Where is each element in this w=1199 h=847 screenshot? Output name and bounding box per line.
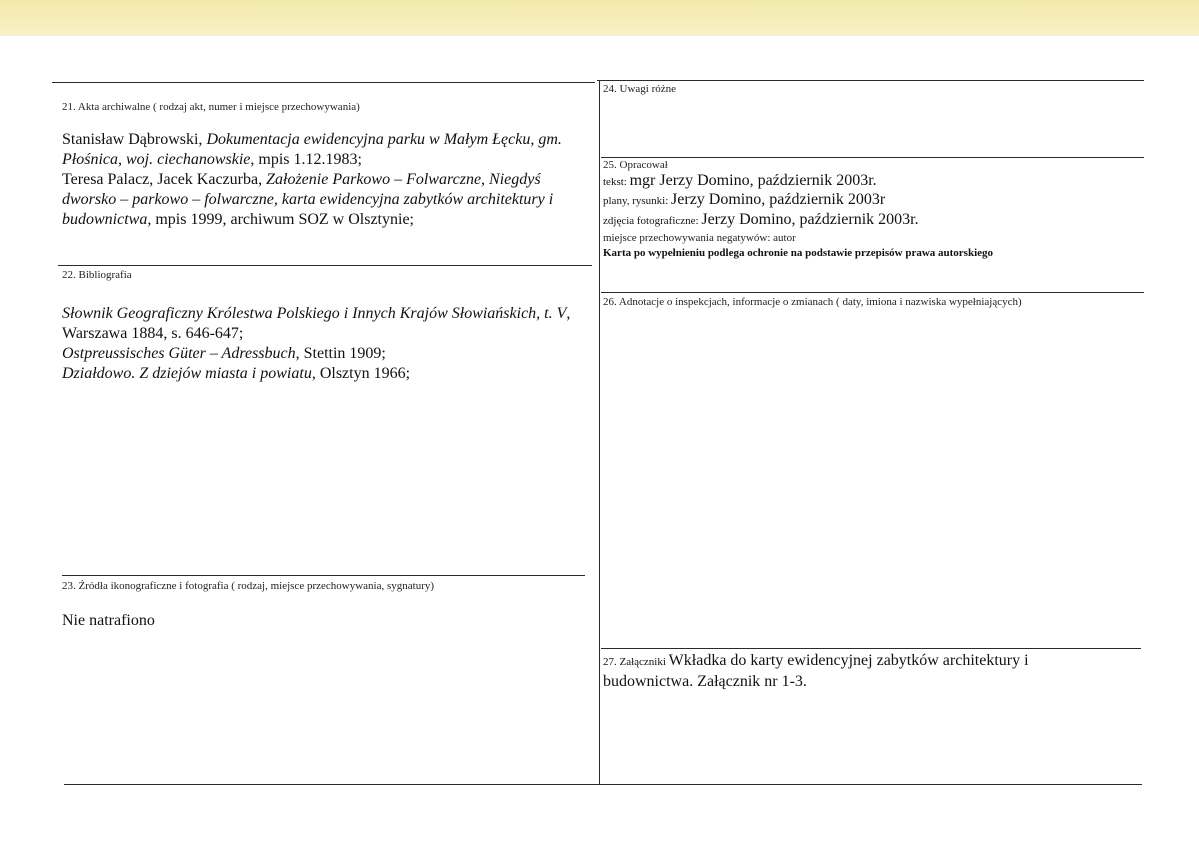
archive-entry-2 bbox=[62, 171, 553, 228]
scan-top-strip bbox=[0, 0, 1199, 36]
author-photos-label: zdjęcia fotograficzne: bbox=[603, 215, 702, 227]
divider-right-25 bbox=[601, 157, 1144, 158]
copyright-notice: Karta po wypełnieniu podlega ochronie na podstawie przepisów prawa autorskiego bbox=[603, 247, 994, 259]
section-24-label: 24. Uwagi różne bbox=[603, 83, 677, 95]
bibliography-entry-2 bbox=[62, 345, 386, 362]
section-26-label: 26. Adnotacje o inspekcjach, informacje o zmianach ( daty, imiona i nazwiska wypełniających) bbox=[603, 296, 1022, 308]
section-27-value-line2: budownictwa. Załącznik nr 1-3. bbox=[603, 673, 807, 690]
divider-vertical-center bbox=[599, 80, 600, 784]
archive-entry-2-details: mpis 1999, archiwum SOZ w Olsztynie; bbox=[151, 211, 414, 228]
divider-left-23 bbox=[62, 575, 585, 576]
archive-entry-1-title: Dokumentacja ewidencyjna parku w Małym Łęcku, gm. Płośnica, woj. ciechanowskie bbox=[62, 131, 562, 168]
section-27-value-line1: Wkładka do karty ewidencyjnej zabytków architektury i bbox=[668, 652, 1029, 669]
bibliography-entry-1-title: Słownik Geograficzny Królestwa Polskiego i Innych Krajów Słowiańskich, t. V bbox=[62, 305, 567, 322]
archive-entry-1 bbox=[62, 131, 562, 168]
bibliography-entry-3-details: , Olsztyn 1966; bbox=[311, 365, 411, 382]
bibliography-entry-2-details: , Stettin 1909; bbox=[295, 345, 386, 362]
negatives-storage: miejsce przechowywania negatywów: autor bbox=[603, 232, 796, 244]
section-21-content bbox=[62, 130, 592, 230]
author-plans-label: plany, rysunki: bbox=[603, 195, 672, 207]
author-plans-value: Jerzy Domino, październik 2003r bbox=[671, 191, 886, 208]
archive-entry-1-details: , mpis 1.12.1983; bbox=[250, 151, 362, 168]
archive-entry-1-author: Stanisław Dąbrowski, bbox=[62, 131, 207, 148]
section-23-label: 23. Źródła ikonograficzne i fotografia ( rodzaj, miejsce przechowywania, sygnatury) bbox=[62, 580, 435, 592]
author-text-label: tekst: bbox=[603, 176, 630, 188]
bibliography-entry-1 bbox=[62, 305, 570, 342]
section-22-label: 22. Bibliografia bbox=[62, 269, 132, 281]
section-27-label: 27. Załączniki bbox=[603, 656, 669, 668]
author-photos-value: Jerzy Domino, październik 2003r. bbox=[701, 211, 919, 228]
section-25-label: 25. Opracował bbox=[603, 159, 668, 171]
section-27-content bbox=[603, 651, 1133, 692]
divider-right-26 bbox=[601, 292, 1144, 293]
bibliography-entry-2-title: Ostpreussisches Güter – Adressbuch bbox=[62, 345, 296, 362]
section-21-label: 21. Akta archiwalne ( rodzaj akt, numer i miejsce przechowywania) bbox=[62, 101, 360, 113]
author-plans-line bbox=[603, 191, 885, 209]
divider-top-right bbox=[597, 80, 1144, 81]
bibliography-entry-1-details: , Warszawa 1884, s. 646-647; bbox=[62, 305, 571, 342]
bibliography-entry-3 bbox=[62, 365, 410, 382]
divider-bottom bbox=[64, 784, 1142, 785]
divider-right-27 bbox=[601, 648, 1141, 649]
divider-left-22 bbox=[58, 265, 592, 266]
section-22-content bbox=[62, 304, 590, 384]
author-photos-line bbox=[603, 211, 919, 229]
divider-top-left bbox=[52, 82, 595, 83]
author-text-line bbox=[603, 172, 877, 190]
bibliography-entry-3-title: Działdowo. Z dziejów miasta i powiatu bbox=[62, 365, 312, 382]
author-text-value: mgr Jerzy Domino, październik 2003r. bbox=[629, 172, 877, 189]
archive-entry-2-authors: Teresa Palacz, Jacek Kaczurba, bbox=[62, 171, 267, 188]
archive-entry-2-title: Założenie Parkowo – Folwarczne, Niegdyś dworsko – parkowo – folwarczne, karta ewidencyjna zabytków architektury i budownictwa, bbox=[62, 171, 554, 228]
section-23-value: Nie natrafiono bbox=[62, 612, 155, 629]
